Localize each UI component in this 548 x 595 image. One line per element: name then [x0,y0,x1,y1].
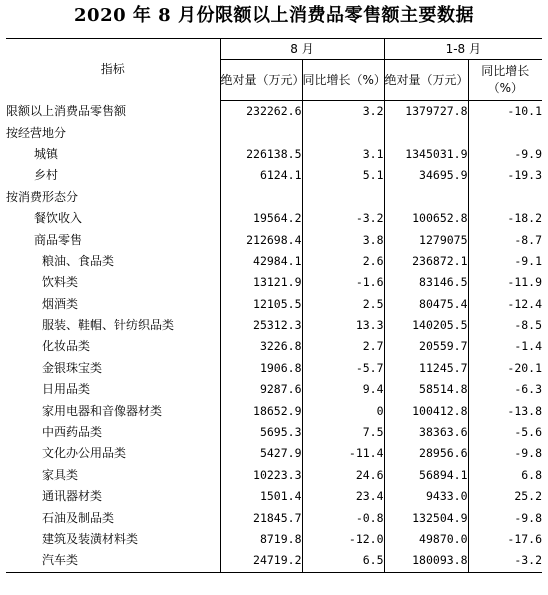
aug-yoy-value: 13.3 [302,315,384,336]
row-indicator-name: 餐饮收入 [6,208,220,229]
aug-yoy-value: -3.2 [302,208,384,229]
ytd-yoy-value: -19.3 [507,168,543,183]
ytd-absolute-value: 28956.6 [384,443,468,464]
table-row [6,229,542,250]
table-row [6,486,542,507]
aug-absolute-value [220,187,302,208]
table-row [6,550,542,572]
table-row [6,165,542,186]
row-indicator-name: 饮料类 [6,272,220,293]
row-indicator-name: 限额以上消费品零售额 [6,101,220,123]
aug-yoy-value: 3.8 [302,229,384,250]
header-ytd-absolute: 绝对量（万元） [384,60,468,101]
row-indicator-name: 家具类 [6,465,220,486]
ytd-absolute-value: 9433.0 [384,486,468,507]
ytd-absolute-value: 20559.7 [384,336,468,357]
table-row [6,507,542,528]
ytd-yoy-value: -13.8 [507,403,543,418]
header-indicator: 指标 [6,39,220,101]
ytd-yoy-value: -20.1 [507,360,543,375]
ytd-absolute-value: 100412.8 [384,400,468,421]
ytd-absolute-value: 1379727.8 [384,101,468,123]
aug-absolute-value: 232262.6 [220,101,302,123]
page-title: 2020 年 8 月份限额以上消费品零售额主要数据 [74,5,474,26]
table-row [6,294,542,315]
ytd-absolute-value: 236872.1 [384,251,468,272]
ytd-yoy-value: -12.4 [507,296,543,311]
aug-yoy-value: 5.1 [302,165,384,186]
row-indicator-name: 粮油、食品类 [6,251,220,272]
aug-absolute-value: 12105.5 [220,294,302,315]
ytd-yoy-value [468,122,542,143]
table-row [6,400,542,421]
ytd-yoy-value: -9.1 [514,253,543,268]
aug-absolute-value: 42984.1 [220,251,302,272]
table-row [6,465,542,486]
ytd-absolute-value: 11245.7 [384,358,468,379]
aug-yoy-value: 0 [302,400,384,421]
ytd-yoy-value: -5.6 [514,425,543,440]
aug-absolute-value: 3226.8 [220,336,302,357]
table-row [6,529,542,550]
aug-yoy-value: 2.5 [302,294,384,315]
ytd-absolute-value: 140205.5 [384,315,468,336]
aug-yoy-value: 24.6 [302,465,384,486]
ytd-absolute-value [384,187,468,208]
ytd-yoy-value: 6.8 [521,467,543,482]
ytd-yoy-value: -11.9 [507,275,543,290]
aug-absolute-value: 6124.1 [220,165,302,186]
ytd-yoy-value: 25.2 [514,489,543,504]
aug-yoy-value: 2.6 [302,251,384,272]
aug-absolute-value: 10223.3 [220,465,302,486]
ytd-yoy-value: -8.5 [514,318,543,333]
header-aug-absolute: 绝对量（万元） [220,60,302,101]
ytd-absolute-value: 180093.8 [384,550,468,572]
ytd-absolute-value: 83146.5 [384,272,468,293]
ytd-absolute-value: 34695.9 [384,165,468,186]
ytd-absolute-value: 1279075 [384,229,468,250]
aug-absolute-value: 8719.8 [220,529,302,550]
aug-yoy-value: -1.6 [302,272,384,293]
aug-yoy-value: 7.5 [302,422,384,443]
table-row [6,379,542,400]
ytd-yoy-value: -6.3 [514,382,543,397]
aug-yoy-value: -5.7 [302,358,384,379]
row-indicator-name: 化妆品类 [6,336,220,357]
ytd-yoy-value: -1.4 [514,339,543,354]
ytd-yoy-value: -3.2 [468,550,542,572]
aug-absolute-value: 13121.9 [220,272,302,293]
ytd-yoy-value: -17.6 [507,532,543,546]
row-indicator-name: 烟酒类 [6,294,220,315]
ytd-absolute-value: 38363.6 [384,422,468,443]
aug-yoy-value [302,122,384,143]
aug-absolute-value: 226138.5 [220,144,302,165]
row-indicator-name: 服装、鞋帽、针纺织品类 [6,315,220,336]
aug-absolute-value [220,122,302,143]
row-indicator-name: 石油及制品类 [6,507,220,528]
table-row [6,422,542,443]
ytd-yoy-value: -8.7 [514,232,543,247]
table-row [6,144,542,165]
table-row [6,272,542,293]
ytd-yoy-value: -18.2 [507,211,543,226]
table-row [6,122,542,143]
table-row [6,251,542,272]
table-row [6,101,542,123]
row-indicator-name: 汽车类 [6,550,220,572]
row-indicator-name: 按消费形态分 [6,187,220,208]
table-body [6,101,542,573]
row-indicator-name: 文化办公用品类 [6,443,220,464]
aug-yoy-value [302,187,384,208]
table-row [6,336,542,357]
row-indicator-name: 商品零售 [6,229,220,250]
row-indicator-name: 金银珠宝类 [6,358,220,379]
header-ytd-yoy: 同比增长（%） [468,60,542,101]
aug-absolute-value: 9287.6 [220,379,302,400]
aug-yoy-value: 23.4 [302,486,384,507]
aug-absolute-value: 5695.3 [220,422,302,443]
row-indicator-name: 中西药品类 [6,422,220,443]
aug-yoy-value: -11.4 [302,443,384,464]
table-row [6,187,542,208]
ytd-absolute-value: 58514.8 [384,379,468,400]
aug-yoy-value: -0.8 [302,507,384,528]
ytd-yoy-value: -9.8 [514,446,543,461]
aug-absolute-value: 25312.3 [220,315,302,336]
aug-absolute-value: 19564.2 [220,208,302,229]
row-indicator-name: 家用电器和音像器材类 [6,400,220,421]
aug-absolute-value: 1906.8 [220,358,302,379]
aug-yoy-value: 9.4 [302,379,384,400]
ytd-absolute-value [384,122,468,143]
ytd-yoy-value: -9.9 [514,146,543,161]
table-row [6,315,542,336]
aug-absolute-value: 24719.2 [220,550,302,572]
header-august: 8 月 [220,39,384,60]
row-indicator-name: 乡村 [6,165,220,186]
row-indicator-name: 按经营地分 [6,122,220,143]
aug-yoy-value: 3.1 [302,144,384,165]
aug-yoy-value: 6.5 [302,550,384,572]
ytd-absolute-value: 1345031.9 [384,144,468,165]
ytd-yoy-value [468,187,542,208]
aug-absolute-value: 1501.4 [220,486,302,507]
ytd-absolute-value: 100652.8 [384,208,468,229]
ytd-absolute-value: 80475.4 [384,294,468,315]
aug-yoy-value: -12.0 [302,529,384,550]
aug-yoy-value: 2.7 [302,336,384,357]
aug-absolute-value: 18652.9 [220,400,302,421]
table-row [6,208,542,229]
row-indicator-name: 城镇 [6,144,220,165]
ytd-yoy-value: -9.8 [514,510,543,525]
ytd-absolute-value: 132504.9 [384,507,468,528]
table-row [6,443,542,464]
header-row-period [6,39,542,60]
retail-sales-table [6,38,542,573]
table-row [6,358,542,379]
aug-absolute-value: 5427.9 [220,443,302,464]
row-indicator-name: 建筑及装潢材料类 [6,529,220,550]
header-aug-yoy: 同比增长（%） [302,60,384,101]
aug-yoy-value: 3.2 [302,101,384,123]
row-indicator-name: 日用品类 [6,379,220,400]
ytd-absolute-value: 56894.1 [384,465,468,486]
header-jan-aug: 1-8 月 [384,39,542,60]
aug-absolute-value: 212698.4 [220,229,302,250]
row-indicator-name: 通讯器材类 [6,486,220,507]
ytd-yoy-value: -10.1 [507,104,543,119]
aug-absolute-value: 21845.7 [220,507,302,528]
ytd-absolute-value: 49870.0 [384,529,468,550]
